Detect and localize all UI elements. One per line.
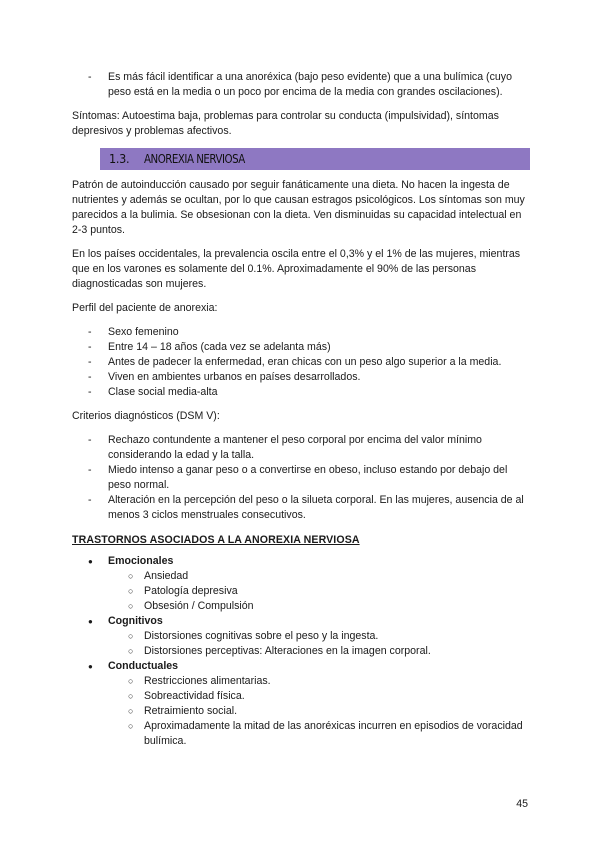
trastorno-item: ○ Restricciones alimentarias.: [108, 674, 530, 689]
criterios-list: [72, 433, 530, 523]
trastornos-list: [72, 554, 530, 749]
perfil-list-item: - Antes de padecer la enfermedad, eran chicas con un peso algo superior a la media.: [72, 355, 530, 370]
intro-list-item: - Es más fácil identificar a una anoréxica (bajo peso evidente) que a una bulímica (cuyo peso está en la media o un poco por encima de la media con grandes oscilaciones).: [72, 70, 530, 100]
criterios-list-item: - Alteración en la percepción del peso o la silueta corporal. En las mujeres, ausencia de al menos 3 ciclos menstruales consecutivos.: [72, 493, 530, 523]
trastorno-category: [72, 554, 530, 614]
trastornos-title: TRASTORNOS ASOCIADOS A LA ANOREXIA NERVIOSA: [72, 534, 360, 546]
document-body: [72, 70, 530, 749]
perfil-list-item: - Clase social media-alta: [72, 385, 530, 400]
page-number: 45: [516, 798, 528, 810]
sintomas-paragraph: Síntomas: Autoestima baja, problemas para controlar su conducta (impulsividad), síntomas depresivos y problemas afectivos.: [72, 110, 499, 137]
trastorno-category-label: Conductuales: [108, 660, 179, 672]
perfil-title: Perfil del paciente de anorexia:: [72, 302, 218, 314]
criterios-list-item: - Rechazo contundente a mantener el peso corporal por encima del valor mínimo considerando la edad y la talla.: [72, 433, 530, 463]
section-number: 1.3.: [109, 151, 130, 166]
paragraph-prevalence: En los países occidentales, la prevalencia oscila entre el 0,3% y el 1% de las mujeres, mientras que en los varones es solamente del 0.1%. Aproximadamente el 90% de las personas diagnosticadas son mujeres.: [72, 248, 521, 290]
trastorno-category-label: Cognitivos: [108, 615, 163, 627]
trastorno-item: ○ Distorsiones cognitivas sobre el peso y la ingesta.: [108, 629, 530, 644]
trastorno-item: ○ Ansiedad: [108, 569, 530, 584]
trastorno-item: ○ Aproximadamente la mitad de las anoréxicas incurren en episodios de voracidad bulímica.: [108, 719, 530, 749]
trastorno-item: ○ Distorsiones perceptivas: Alteraciones en la imagen corporal.: [108, 644, 530, 659]
perfil-list-item: - Entre 14 – 18 años (cada vez se adelanta más): [72, 340, 530, 355]
trastorno-sublist: [108, 629, 530, 659]
section-title: ANOREXIA NERVIOSA: [144, 151, 245, 166]
criterios-title: Criterios diagnósticos (DSM V):: [72, 410, 220, 422]
perfil-list: [72, 325, 530, 400]
trastorno-sublist: [108, 674, 530, 749]
trastorno-item: ○ Sobreactividad física.: [108, 689, 530, 704]
trastorno-category: [72, 659, 530, 749]
paragraph-definition: Patrón de autoinducción causado por seguir fanáticamente una dieta. No hacen la ingesta de nutrientes y además se ocultan, por lo que causan estragos psicológicos. Los síntomas son muy parecidos a la bulimia. Se obsesionan con la dieta. Ven disminuidas su capacidad intelectual en 2-3 puntos.: [72, 179, 525, 236]
perfil-list-item: - Viven en ambientes urbanos en países desarrollados.: [72, 370, 530, 385]
trastorno-category-label: Emocionales: [108, 555, 174, 567]
criterios-list-item: - Miedo intenso a ganar peso o a convertirse en obeso, incluso estando por debajo del peso normal.: [72, 463, 530, 493]
trastorno-item: ○ Obsesión / Compulsión: [108, 599, 530, 614]
perfil-list-item: - Sexo femenino: [72, 325, 530, 340]
intro-list: [72, 70, 530, 100]
trastorno-sublist: [108, 569, 530, 614]
trastorno-item: ○ Retraimiento social.: [108, 704, 530, 719]
trastorno-category: [72, 614, 530, 659]
section-heading: [100, 148, 530, 170]
trastorno-item: ○ Patología depresiva: [108, 584, 530, 599]
